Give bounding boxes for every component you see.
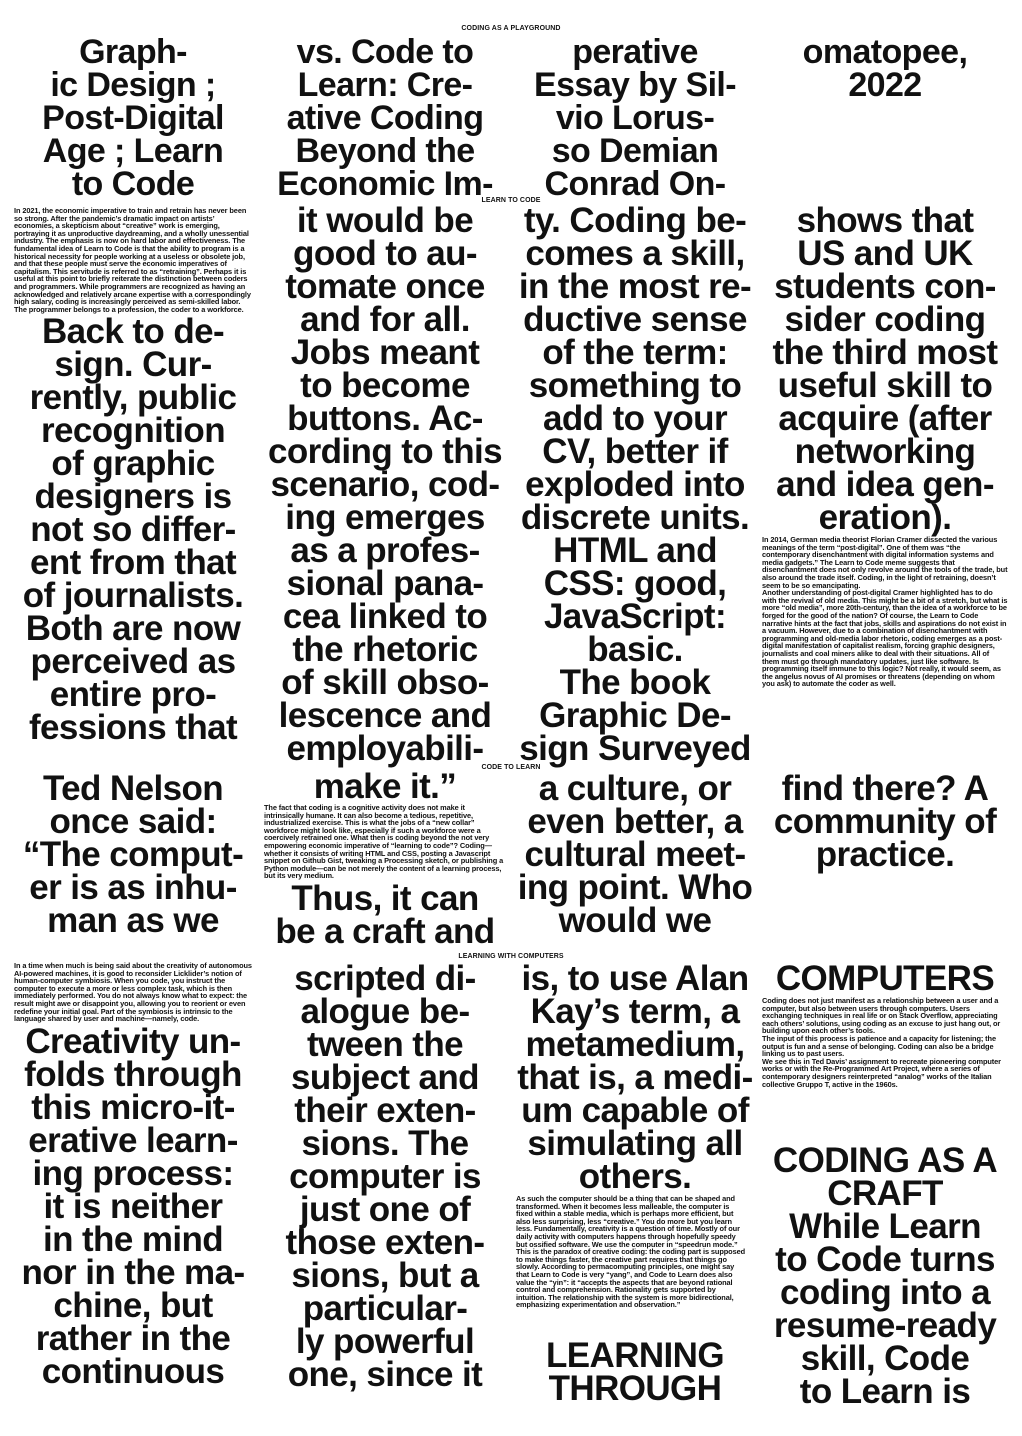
title-col-2 (264, 36, 506, 204)
headline-learning-4-bottom: CODING AS A CRAFT While Learn to Code turns coding into a resume-ready skill, Code to Learn is (772, 1141, 998, 1412)
learn-to-code-col-3 (512, 204, 758, 768)
body-text-learning-1: In a time when much is being said about the creativity of autonomous AI-powered machines, it is good to reconsider Licklider’s notion of human-computer symbiosis. When you code, you instruct the computer to execute a more or less complex task, which is then immediately performed. You do not always know what to expect: the result might awe or disappoint you, allowing you to reorient or even redefine your initial goal. Part of the symbiosis is intrinsic to the language shared by user and machine—namely, code. (14, 961, 252, 1024)
body-text-code-2: The fact that coding is a cognitive activity does not make it intrinsically humane. It can also become a tedious, repetitive, industrialized exercise. This is what the jobs of a “new collar” workforce might look like, especially if such a workforce were a coercively retrained one. What then is coding beyond the not very empowering economic imperative of “learning to code”? Coding—whether it consists of writing HTML and CSS, posting a Javascript snippet on Github Gist, tweaking a Processing sketch, or publishing a Python module—can be not merely the content of a learning process, but its very medium. (264, 803, 504, 881)
headline-learn-2: it would be good to au- tomate once and for all. Jobs meant to become buttons. Ac- cording to this scenario, cod- ing emerges as a profes- sional pana- cea linked to the rhetoric of skill obso- lescence and employabili- (267, 204, 503, 768)
title-text-1: Graph- ic Design ; Post-Digital Age ; Learn to Code (42, 36, 224, 203)
section-label-code-to-learn: CODE TO LEARN (481, 764, 541, 771)
title-text-3: perative Essay by Sil- vio Lorus- so Demian Conrad On- (534, 36, 736, 203)
body-text-learning-4: Coding does not just manifest as a relationship between a user and a computer, but also between users through computers. Users exchanging techniques in real life or on Stack Overflow, appreciating each others’ solutions, using coding as an excuse to just hang out, or building upon each other’s tools. The input of this process is patience and a capacity for listening; the output is fun and a sense of belonging. Coding can also be a bridge linking us to past users. We see this in Ted Davis’ assignment to recreate pioneering computer works or with the Re-Programmed Art Project, where a series of contemporary designers reinterpreted “analog” works of the Italian collective Gruppo T, active in the 1960s. (762, 996, 1001, 1089)
headline-learning-1: Creativity un- folds through this micro-it- erative learn- ing process: it is neither in the mind nor in the ma- chine, but rather in the continuous (21, 1021, 245, 1391)
learning-col-1 (14, 958, 252, 1428)
title-col-4 (762, 36, 1008, 204)
code-to-learn-col-3 (512, 768, 758, 948)
body-text-learning-3: As such the computer should be a thing that can be shaped and transformed. When it becomes less malleable, the computer is fixed within a stable media, which is perhaps more efficient, but also less surprising, less “creative.” You do more but you learn less. Fundamentally, creativity is a question of time. Mostly of our daily activity with computers happens through hopefully speedy but ossified software. We use the computer in “speedrun mode.” This is the paradox of creative coding: the coding part is supposed to make things faster, the creative part requires that things go slowly. According to permacomputing principles, one might say that Learn to Code is very “yang”, and Code to Learn does also value the “yin”: it “accepts the aspects that are beyond rational control and comprehension. Rationality gets supported by intuition. The relationship with the system is more bidirectional, emphasizing experimentation and observation.” (516, 1194, 746, 1310)
code-to-learn-col-4 (762, 768, 1008, 948)
title-text-2: vs. Code to Learn: Cre- ative Coding Beyond the Economic Im- (277, 36, 493, 203)
learn-to-code-col-2 (264, 204, 506, 794)
headline-learn-4: shows that US and UK students con- sider coding the third most useful skill to acquire (after networking and idea gen- eration). (772, 204, 998, 537)
headline-learn-1: Back to de- sign. Cur- rently, public recognition of graphic designers is not so differ- ent from that of journalists. Both are now perceived as entire pro- fessions that (22, 312, 244, 748)
section-label-playground: CODING AS A PLAYGROUND (461, 25, 561, 32)
headline-learning-4-top: COMPUTERS (775, 959, 995, 998)
title-text-4: omatopee, 2022 (802, 36, 968, 104)
title-col-1 (14, 36, 252, 204)
code-to-learn-col-1 (14, 768, 252, 948)
headline-learning-2: scripted di- alogue be- tween the subject and their exten- sions. The computer is just one of those exten- sions, but a particular- ly powerful one, since it (285, 959, 485, 1394)
headline-code-1: Ted Nelson once said: “The comput- er is as inhu- man as we (22, 769, 244, 940)
title-col-3 (512, 36, 758, 204)
learning-col-2 (264, 958, 506, 1428)
headline-learn-3: ty. Coding be- comes a skill, in the most re- ductive sense of the term: something to add to your CV, better if exploded into discrete units. HTML and CSS: good, JavaScript: basic. The book Graphic De- sign Surveyed (518, 204, 752, 768)
body-text-learn-4: In 2014, German media theorist Florian Cramer dissected the various meanings of the term “post-digital”. One of them was “the contemporary disenchantment with digital information systems and media gadgets.” The Learn to Code meme suggests that disenchantment does not only revolve around the tools of the trade, but also around the trade itself. Coding, in the light of retraining, doesn’t seem to be so emancipating. Another understanding of post-digital Cramer highlighted has to do with the revival of old media. This might be a bit of a stretch, but what is more “old media”, more 20th-century, than the idea of a workforce to be forged for the good of the nation? Of course, the Learn to Code narrative hints at the fact that jobs, skills and aspirations do not exist in a vacuum. However, due to a combination of disenchantment with programming and old-media labor rhetoric, coding emerges as a post-digital manifestation of capitalist realism, forcing graphic designers, journalists and coal miners alike to deal with their situations. All of them must go through mandatory updates, just like software. Is programming itself immune to this logic? Not really, it would seem, as the angelus novus of AI promises or threatens (depending on whom you ask) to automate the coder as well. (762, 535, 1008, 689)
headline-learning-3-bottom: LEARNING THROUGH (546, 1335, 724, 1408)
headline-code-2-top: make it.” (313, 770, 457, 806)
body-text-learn-1: In 2021, the economic imperative to train and retrain has never been so strong. After the pandemic’s dramatic impact on artists’ economies, a skepticism about “creative” work is emerging, portraying it as unproductive daydreaming, and a wholly unessential industry. The emphasis is now on hard labor and effectiveness. The fundamental idea of Learn to Code is that the ability to program is a historical necessity for people working at a useless or obsolete job, and that these people must serve the economic imperatives of capitalism. This servitude is referred to as “retraining”. Perhaps it is useful at this point to briefly reiterate the distinction between coders and programmers. While programmers are recognized as having an acknowledged and relatively arcane expertise with a correspondingly high salary, coding is increasingly perceived as semi-skilled labor. The programmer belongs to a profession, the coder to a workforce. (14, 206, 251, 314)
headline-code-4: find there? A community of practice. (773, 769, 997, 874)
code-to-learn-col-2 (264, 770, 506, 960)
learning-col-4 (762, 958, 1008, 1428)
headline-code-3: a culture, or even better, a cultural meet- ing point. Who would we (517, 769, 753, 940)
headline-learning-3: is, to use Alan Kay’s term, a metamedium, that is, a medi- um capable of simulating all others. (517, 959, 753, 1196)
headline-code-2-bottom: Thus, it can be a craft and (275, 878, 495, 951)
learning-col-3 (512, 958, 758, 1428)
learn-to-code-col-1 (14, 204, 252, 759)
section-label-learn-to-code: LEARN TO CODE (481, 197, 541, 204)
learn-to-code-col-4 (762, 204, 1008, 764)
section-label-learning-with-computers: LEARNING WITH COMPUTERS (458, 953, 564, 960)
